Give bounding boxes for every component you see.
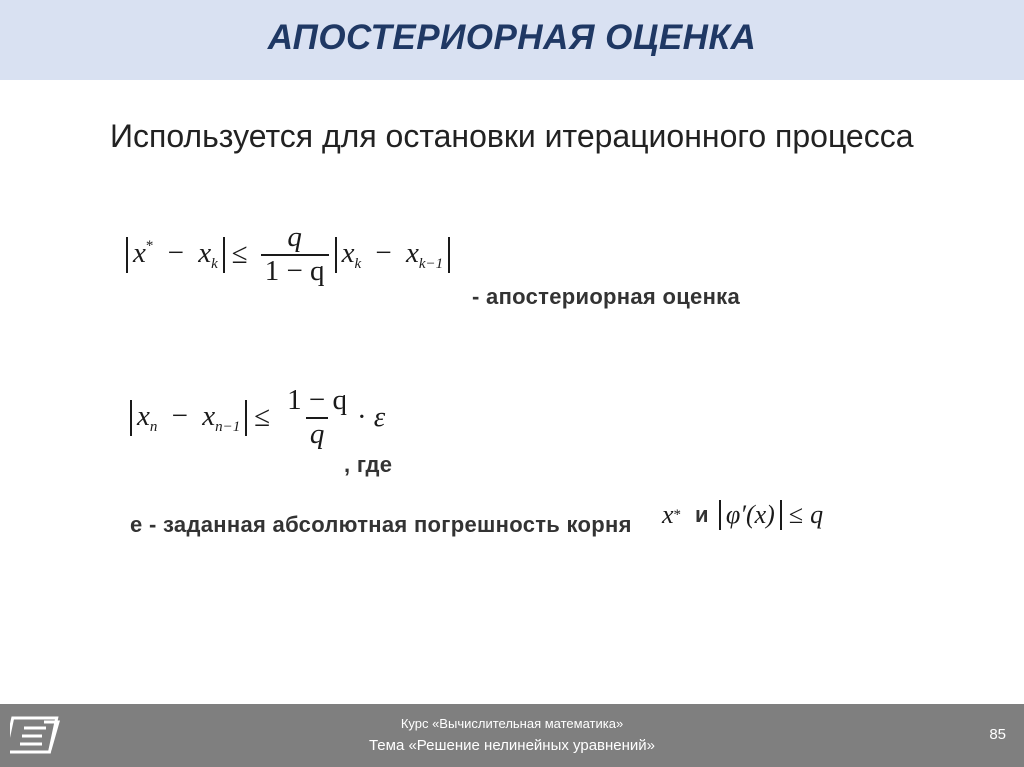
formula-aposteriori [126, 222, 450, 288]
aposteriori-caption: - апостериорная оценка [472, 284, 741, 309]
title-bar [0, 0, 1024, 80]
abs-step: $x_n - x_{n-1}$ [130, 400, 247, 436]
slide-title: АПОСТЕРИОРНАЯ ОЦЕНКА [267, 18, 757, 57]
and-word: и [695, 502, 709, 527]
definition-math: x * и φ′(x) ≤ q [662, 500, 824, 530]
epsilon: ε [373, 401, 386, 434]
abs-difference: $x_k - x_{k-1}$ [335, 237, 451, 273]
footer-course: Курс «Вычислительная математика» [400, 716, 624, 731]
page-number: 85 [989, 726, 1006, 743]
footer-bar [0, 704, 1024, 767]
footer-topic: Тема «Решение нелинейных уравнений» [368, 737, 656, 754]
fraction: $\frac{q}{1 - q}$ [261, 222, 329, 288]
where-caption: , где [344, 452, 393, 477]
le-sign: ≤ [254, 401, 271, 434]
formula-stop-criterion: $x_n - x_{n-1}$ ≤ $\frac{1 - q}{q}$ · ε [130, 385, 392, 451]
fraction: $\frac{1 - q}{q}$ [287, 384, 348, 450]
le-sign: ≤ [231, 238, 248, 271]
abs-phi-derivative: φ′(x) [719, 500, 782, 530]
abs-error: $x^* - x_k$ [126, 237, 225, 273]
definition-text: e - заданная абсолютная погрешность корня [130, 512, 632, 537]
lead-text: Используется для остановки итерационного процесса [110, 118, 914, 154]
